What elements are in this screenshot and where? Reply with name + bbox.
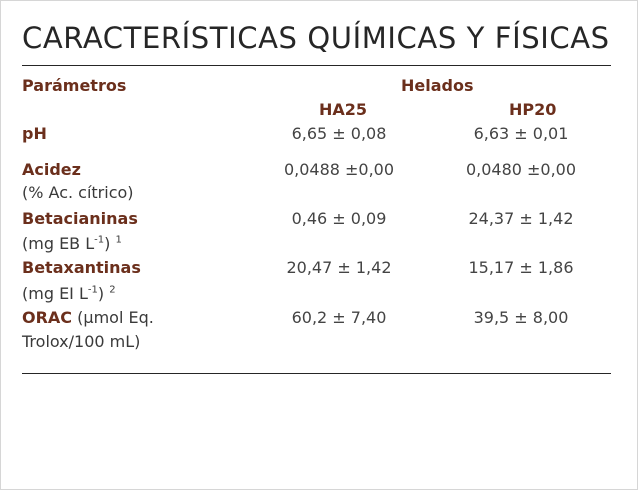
cell-betaxantinas-hp20: 15,17 ± 1,86 (468, 258, 574, 277)
row-unit-orac: Trolox/100 mL) (22, 332, 141, 351)
slide-title: CARACTERÍSTICAS QUÍMICAS Y FÍSICAS (22, 21, 610, 55)
row-unit-acidez: (% Ac. cítrico) (22, 183, 134, 202)
header-helados: Helados (401, 76, 474, 95)
cell-orac-hp20: 39,5 ± 8,00 (473, 308, 569, 327)
cell-betacianinas-hp20: 24,37 ± 1,42 (468, 209, 574, 228)
row-label-betaxantinas: Betaxantinas (22, 258, 141, 277)
header-parametros: Parámetros (22, 76, 127, 95)
cell-ph-ha25: 6,65 ± 0,08 (291, 124, 387, 143)
row-label-ph: pH (22, 124, 47, 143)
row-label-betacianinas: Betacianinas (22, 209, 138, 228)
column-header-ha25: HA25 (319, 100, 368, 119)
column-header-hp20: HP20 (509, 100, 557, 119)
cell-ph-hp20: 6,63 ± 0,01 (473, 124, 569, 143)
row-label-acidez: Acidez (22, 160, 81, 179)
row-label-orac: ORAC (µmol Eq. (22, 308, 154, 327)
cell-acidez-hp20: 0,0480 ±0,00 (465, 160, 577, 179)
row-unit-betacianinas: (mg EB $L^{-1}$) $^1$ (22, 234, 122, 253)
cell-acidez-ha25: 0,0488 ±0,00 (283, 160, 395, 179)
cell-betaxantinas-ha25: 20,47 ± 1,42 (286, 258, 392, 277)
row-unit-betaxantinas: (mg EI $L^{-1}$) $^2$ (22, 284, 116, 303)
table-bottom-rule (22, 373, 611, 374)
cell-betacianinas-ha25: 0,46 ± 0,09 (291, 209, 387, 228)
cell-orac-ha25: 60,2 ± 7,40 (291, 308, 387, 327)
table-top-rule (22, 65, 611, 66)
